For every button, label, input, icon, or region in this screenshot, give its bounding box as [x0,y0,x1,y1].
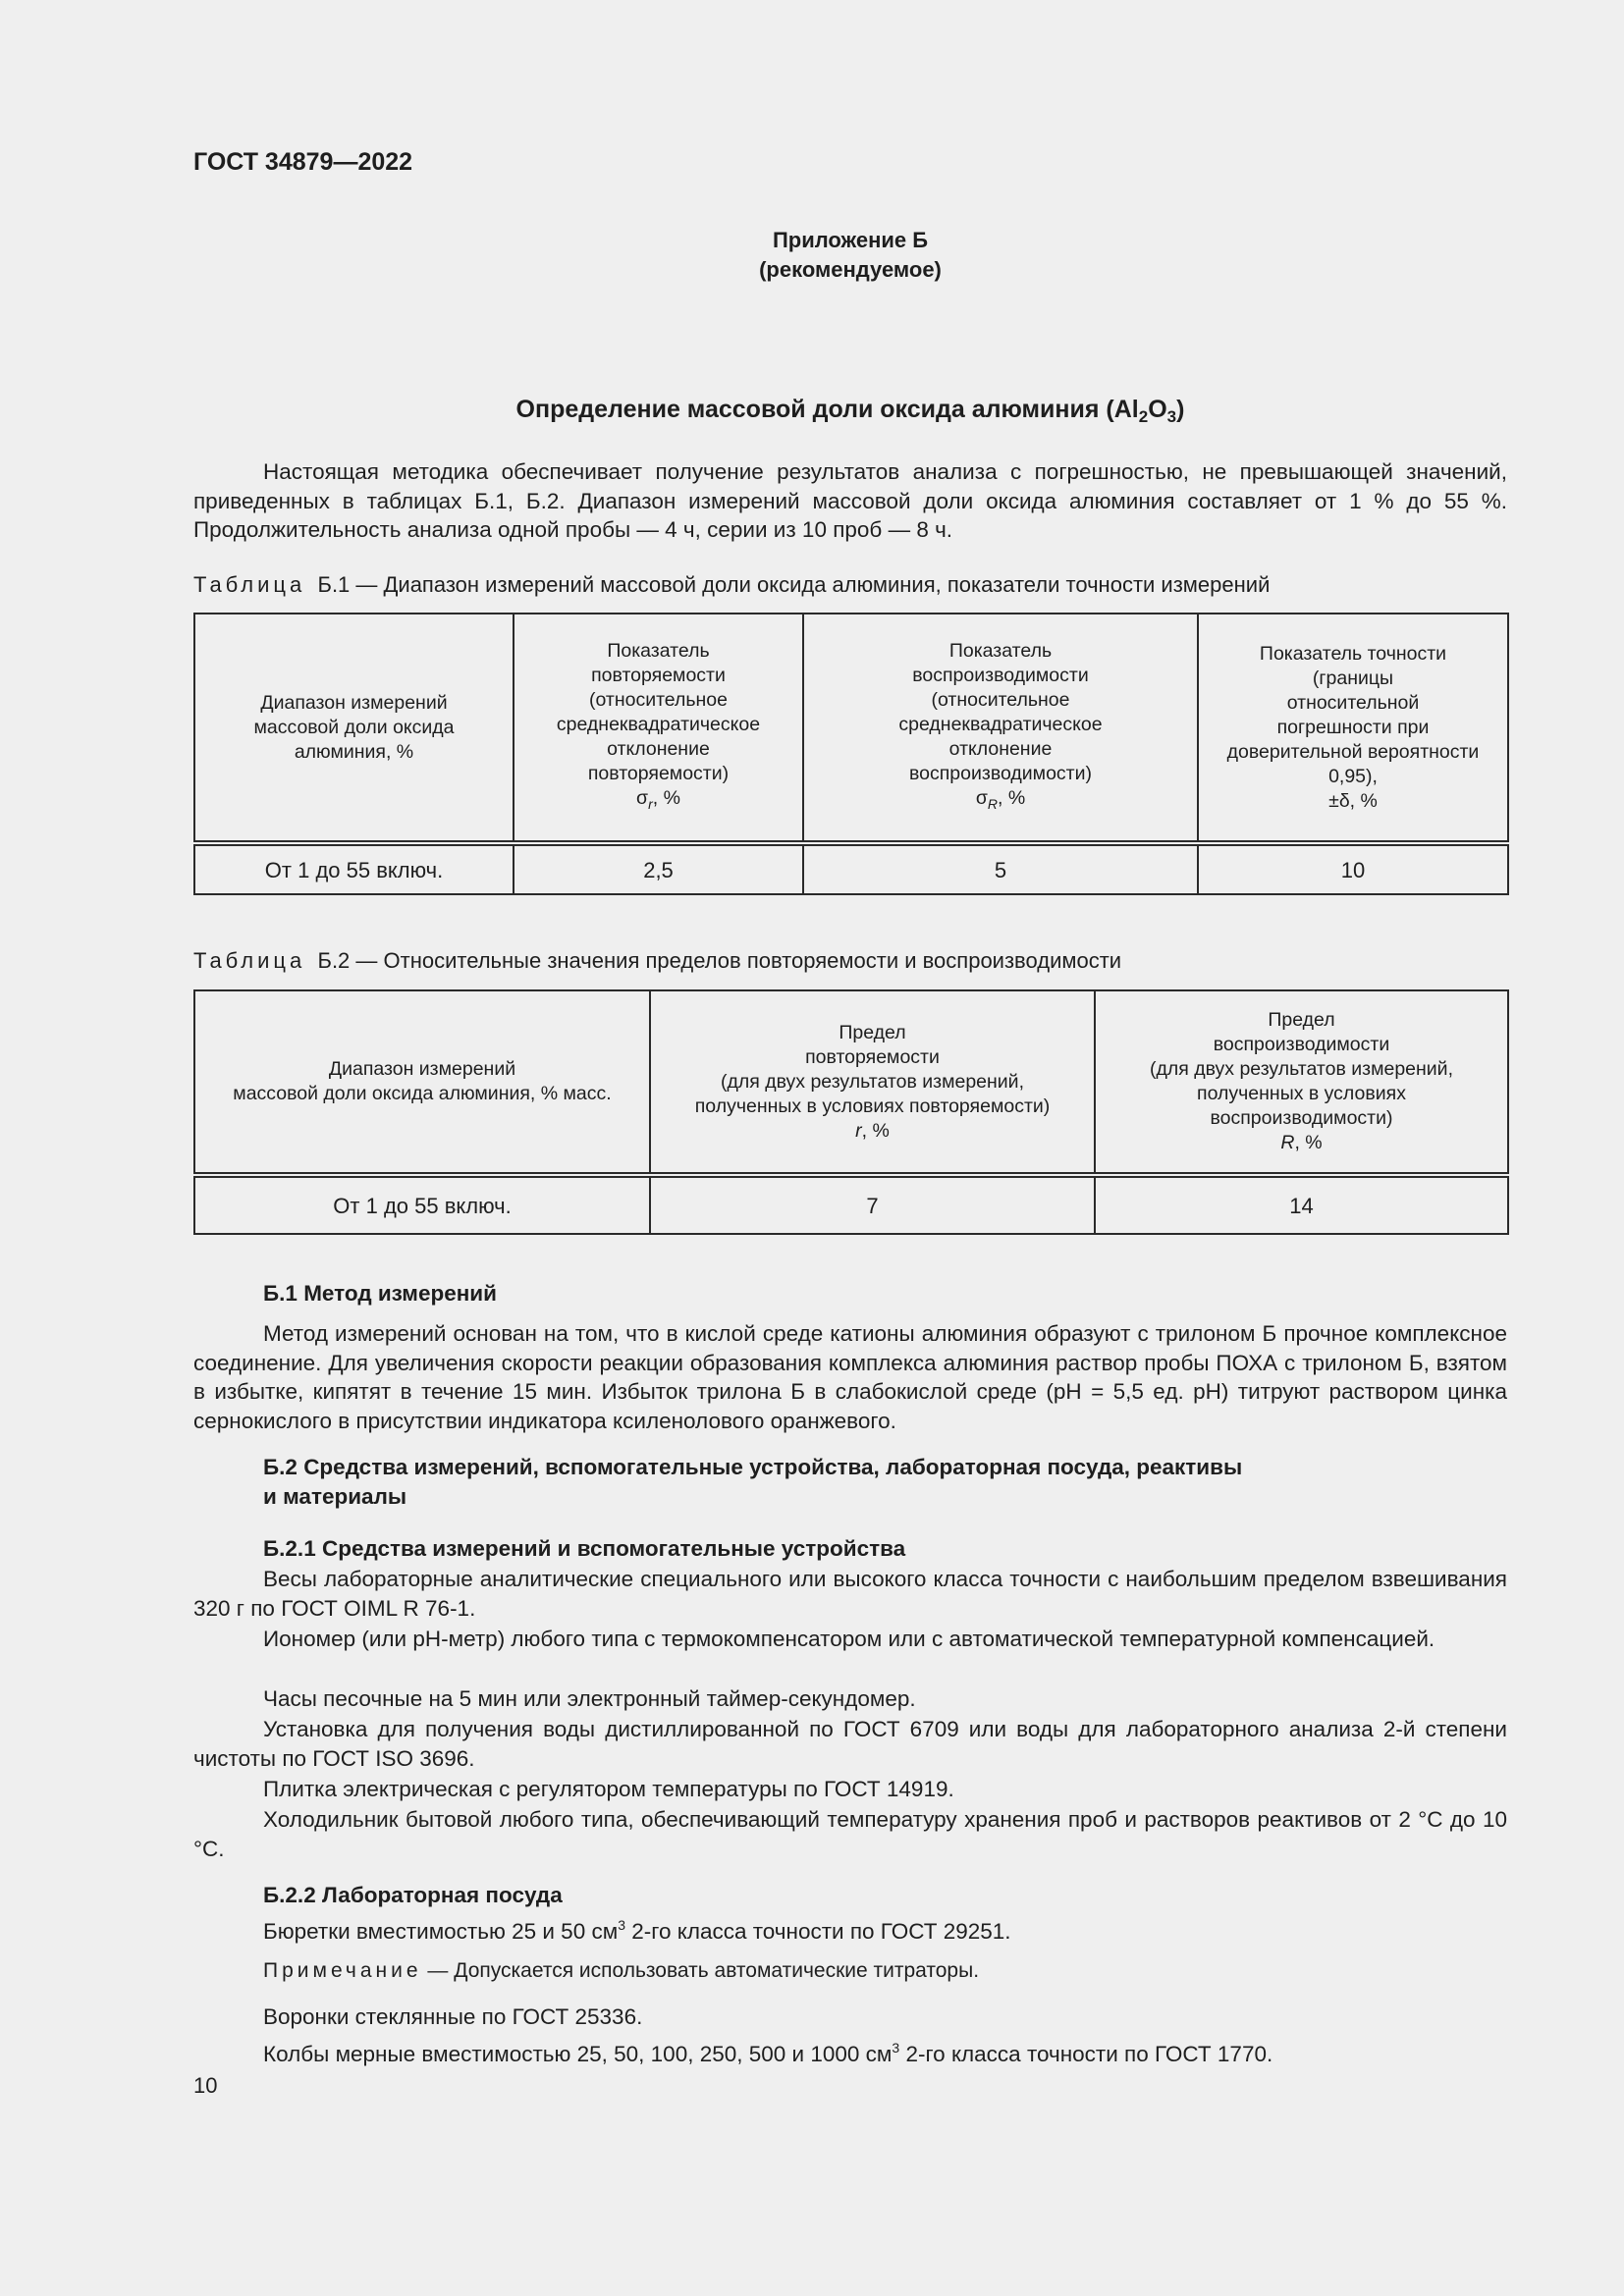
header-line: массовой доли оксида [253,716,455,738]
sigma-symbol: σ [975,786,988,809]
caption-label: Таблица [193,948,306,973]
header-line: среднеквадратическое [898,713,1103,735]
header-line: Показатель [607,639,710,662]
item-text: Плитка электрическая с регулятором температуры по ГОСТ 14919. [263,1777,954,1801]
table-header-cell [1095,990,1508,1175]
header-line: Показатель точности [1259,642,1447,665]
table-cell: 7 [650,1175,1095,1234]
table-header-row [194,990,1508,1175]
header-line: отклонение [948,737,1053,760]
heading-line: и материалы [263,1484,407,1509]
header-line: (относительное [931,688,1070,711]
header-line: воспроизводимости) [1210,1107,1393,1129]
header-line: (относительное [588,688,728,711]
list-item [193,1684,1507,1714]
item-text: Установка для получения воды дистиллированной по ГОСТ 6709 или воды для лабораторного анализа 2-й степени чистоты по ГОСТ ISO 3696. [193,1717,1507,1771]
page-number: 10 [193,2073,218,2098]
caption-text: Б.1 — Диапазон измерений массовой доли оксида алюминия, показатели точности измерений [317,572,1271,597]
note-label: Примечание [263,1959,422,1982]
unit: , % [1294,1132,1323,1153]
caption-label: Таблица [193,572,306,597]
table-row [194,843,1508,894]
flasks-item [263,2033,1272,2069]
header-line: полученных в условиях повторяемости) [694,1095,1051,1117]
document-id: ГОСТ 34879—2022 [193,148,413,176]
sigma-symbol: σ [636,786,649,809]
header-line: воспроизводимости) [909,762,1092,784]
header-line: доверительной вероятности [1226,740,1480,763]
header-line: Показатель [948,639,1053,662]
section-b2-heading [263,1453,1242,1512]
subscript: 2 [1138,407,1149,426]
paragraph-text: Метод измерений основан на том, что в кислой среде катионы алюминия образуют с трилоном Б прочное комплексное соединение. Для увеличения скорости реакции образования комплекса алюминия раствор пробы ПОХА с трилоном Б, взятом в избытке, кипятят в течение 15 мин. Избыток трилона Б в слабокислой среде (pH = 5,5 ед. pH) титруют раствором цинка сернокислого в присутствии индикатора ксиленолового оранжевого. [193,1321,1507,1433]
list-item [193,1715,1507,1773]
table1 [193,613,1509,895]
caption-text: Б.2 — Относительные значения пределов повторяемости и воспроизводимости [317,948,1122,973]
funnels-item: Воронки стеклянные по ГОСТ 25336. [263,2004,643,2029]
header-symbol [518,786,798,817]
appendix-title: Приложение Б [772,228,929,252]
header-line: алюминия, % [294,740,414,763]
header-line: (для двух результатов измерений, [1150,1058,1453,1080]
section-b1-heading: Б.1 Метод измерений [263,1281,497,1306]
table-header-cell [194,614,514,843]
table2 [193,989,1509,1235]
section-b22-heading: Б.2.2 Лабораторная посуда [263,1883,563,1907]
header-line: ±δ, % [1328,789,1378,812]
header-line: 0,95), [1328,765,1378,787]
subscript: 3 [1166,407,1177,426]
table-header-row [194,614,1508,843]
burettes-item [263,1910,1011,1947]
list-item [193,1805,1507,1863]
table-header-cell [1198,614,1508,843]
symbol: r [855,1119,862,1142]
table-cell: От 1 до 55 включ. [194,1175,650,1234]
table-cell: 5 [803,843,1198,894]
note-text: — Допускается использовать автоматические титраторы. [421,1959,980,1982]
note [263,1956,979,1986]
unit: , % [861,1119,890,1142]
table1-caption [193,572,1270,598]
header-line: полученных в условиях [1197,1083,1406,1104]
appendix-status: (рекомендуемое) [759,257,942,282]
table-header-cell [803,614,1198,843]
item-text: 2-го класса точности по ГОСТ 1770. [899,2042,1273,2066]
table-header-cell [194,990,650,1175]
header-line: воспроизводимости [912,664,1089,686]
table-cell: 14 [1095,1175,1508,1234]
section-b21-heading: Б.2.1 Средства измерений и вспомогательные устройства [263,1536,906,1561]
intro-paragraph [193,457,1507,545]
section-title-text: Определение массовой доли оксида алюминия (Al [515,396,1139,423]
header-line: отклонение [607,737,710,760]
symbol: R [1280,1132,1295,1153]
item-text: Иономер (или pH-метр) любого типа с термокомпенсатором или с автоматической температурной компенсацией. [263,1627,1435,1651]
superscript: 3 [892,2040,900,2056]
list-item [193,1565,1507,1623]
header-line: повторяемости [805,1045,940,1068]
header-line: Диапазон измерений [260,691,448,714]
header-symbol [808,786,1193,817]
section-b1-text [193,1319,1507,1435]
section-title-text: O [1148,396,1167,423]
header-line: (для двух результатов измерений, [721,1070,1024,1093]
intro-text: Настоящая методика обеспечивает получение результатов анализа с погрешностью, не превышающей значений, приведенных в таблицах Б.1, Б.2. Диапазон измерений массовой доли оксида алюминия составляет от 1 % до 55 %. Продолжительность анализа одной пробы — 4 ч, серии из 10 проб — 8 ч. [193,459,1507,542]
list-item [193,1775,1507,1804]
list-item [193,1625,1507,1654]
header-line: повторяемости) [587,762,730,784]
appendix-heading [193,226,1507,285]
table-header-cell [514,614,803,843]
table-header-cell [650,990,1095,1175]
item-text: Колбы мерные вместимостью 25, 50, 100, 250, 500 и 1000 см [263,2042,893,2066]
item-text: Весы лабораторные аналитические специального или высокого класса точности с наибольшим пределом взвешивания 320 г по ГОСТ OIML R 76-1. [193,1567,1507,1621]
item-text: Бюретки вместимостью 25 и 50 см [263,1919,619,1944]
heading-line: Б.2 Средства измерений, вспомогательные устройства, лабораторная посуда, реактивы [263,1455,1243,1479]
section-title [193,396,1507,427]
header-line: Диапазон измерений [328,1058,516,1080]
section-title-text: ) [1176,396,1185,423]
header-line: повторяемости [591,664,726,686]
header-line: воспроизводимости [1213,1034,1390,1055]
subscript: R [987,795,998,812]
table-cell: 2,5 [514,843,803,894]
item-text: 2-го класса точности по ГОСТ 29251. [624,1919,1011,1944]
unit: , % [997,786,1026,809]
header-symbol [655,1119,1090,1144]
header-line: среднеквадратическое [556,713,761,735]
item-text: Холодильник бытовой любого типа, обеспечивающий температуру хранения проб и растворов реактивов от 2 °C до 10 °C. [193,1807,1507,1861]
subscript: r [648,795,653,812]
item-text: Часы песочные на 5 мин или электронный таймер-секундомер. [263,1686,916,1711]
header-line: (границы [1312,667,1394,689]
header-line: относительной [1286,691,1420,714]
header-symbol [1100,1131,1503,1155]
header-line: погрешности при [1276,716,1430,738]
table-cell: От 1 до 55 включ. [194,843,514,894]
table-cell: 10 [1198,843,1508,894]
header-line: Предел [839,1021,906,1043]
table-row [194,1175,1508,1234]
table2-caption [193,948,1121,974]
unit: , % [652,786,680,809]
header-line: Предел [1268,1009,1335,1031]
header-line: массовой доли оксида алюминия, % масс. [233,1083,612,1104]
superscript: 3 [618,1917,625,1933]
